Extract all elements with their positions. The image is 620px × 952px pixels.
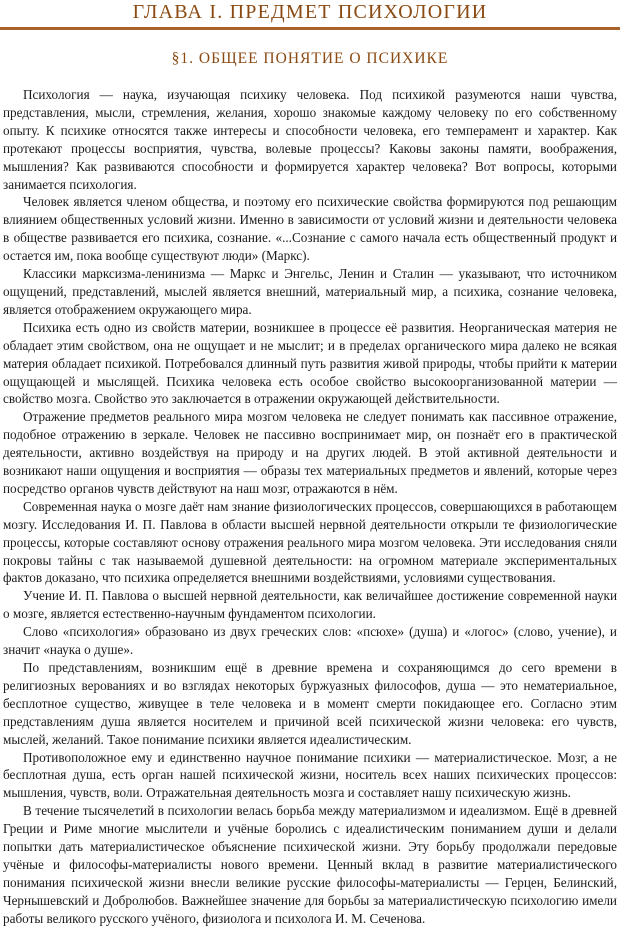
paragraph: Отражение предметов реального мира мозгом человека не следует понимать как пассивное отражение, подобное отражению в зеркале. Человек не пассивно воспринимает мир, он познаёт его в практической деятельности, активно воздействуя на природу и на других людей. В этой активной деятельности и возникают наши ощущения и восприятия — образы тех материальных предметов и явлений, которые через посредство органов чувств действуют на наш мозг, отражаются в нём.: [3, 409, 617, 496]
header-rule: [0, 27, 620, 30]
chapter-title: ГЛАВА I. ПРЕДМЕТ ПСИХОЛОГИИ: [132, 1, 488, 23]
paragraph: Классики марксизма-ленинизма — Маркс и Энгельс, Ленин и Сталин — указывают, что источником ощущений, представлений, мыслей является внешний, материальный мир, а психика, сознание человека, является отображением окружающего мира.: [3, 266, 617, 317]
body-text: [3, 86, 617, 928]
paragraph: Психика есть одно из свойств материи, возникшее в процессе её развития. Неорганическая материя не обладает этим свойством, она не ощущает и не мыслит; и в пределах органического мира далеко не всякая материя обладает психикой. Потребовался длинный путь развития живой природы, чтобы прийти к материи ощущающей и мыслящей. Психика человека есть особое свойство высокоорганизованной материи — свойство мозга. Свойство это заключается в отражении окружающей действительности.: [3, 319, 617, 407]
paragraph: Противоположное ему и единственно научное понимание психики — материалистическое. Мозг, а не бесплотная душа, есть орган нашей психической жизни, носитель всех наших психических процессов: мышления, чувств, воли. Отражательная деятельность мозга и составляет нашу психическую жизнь.: [3, 749, 617, 801]
paragraph: По представлениям, возникшим ещё в древние времена и сохраняющимся до сего времени в религиозных верованиях и во взглядах некоторых буржуазных философов, душа — это нематериальное, бесплотное существо, живущее в теле человека и в момент смерти покидающее его. Согласно этим представлениям душа является носителем и причиной всей психической жизни человека: его чувств, мыслей, желаний. Такое понимание психики является идеалистическим.: [3, 660, 617, 747]
paragraph: Современная наука о мозге даёт нам знание физиологических процессов, совершающихся в работающем мозгу. Исследования И. П. Павлова в области высшей нервной деятельности открыли те физиологические процессы, которые составляют основу отражения реального мира мозгом человека. Эти исследования сняли покровы тайны с так называемой душевной деятельности: на огромном материале экспериментальных фактов доказано, что психика определяется внешними воздействиями, условиями существования.: [3, 498, 617, 586]
paragraph: Учение И. П. Павлова о высшей нервной деятельности, как величайшее достижение современной науки о мозге, является естественно-научным фундаментом психологии.: [3, 588, 617, 622]
paragraph: В течение тысячелетий в психологии велась борьба между материализмом и идеализмом. Ещё в древней Греции и Риме многие мыслители и учёные боролись с идеалистическим пониманием души и делали попытки дать материалистическое объяснение психической жизни. Эту борьбу продолжали передовые учёные и философы-материалисты нового времени. Ценный вклад в развитие материалистического понимания психической жизни внесли великие русские философы-материалисты — Герцен, Белинский, Чернышевский и Добролюбов. Важнейшее значение для борьбы за материалистическую психологию имели работы великого русского учёного, физиолога и психолога И. М. Сеченова.: [3, 803, 617, 926]
section-title: §1. ОБЩЕЕ ПОНЯТИЕ О ПСИХИКЕ: [171, 50, 449, 67]
paragraph: Слово «психология» образовано из двух греческих слов: «псюхе» (душа) и «логос» (слово, учение), и значит «наука о душе».: [3, 624, 617, 658]
paragraph: Психология — наука, изучающая психику человека. Под психикой разумеются наши чувства, представления, мысли, стремления, желания, хорошо знакомые каждому человеку по его собственному опыту. К психике относятся также интересы и способности человека, его темперамент и характер. Как протекают процессы восприятия, чувства, волевые процессы? Каковы законы памяти, воображения, мышления? Как развиваются способности и формируется характер человека? Вот вопросы, которыми занимается психология.: [3, 87, 617, 192]
paragraph: Человек является членом общества, и поэтому его психические свойства формируются под решающим влиянием общественных условий жизни. Именно в зависимости от условий жизни и деятельности человека в обществе развивается его психика, сознание. «...Сознание с самого начала есть общественный продукт и остается им, пока вообще существуют люди» (Маркс).: [3, 194, 617, 264]
